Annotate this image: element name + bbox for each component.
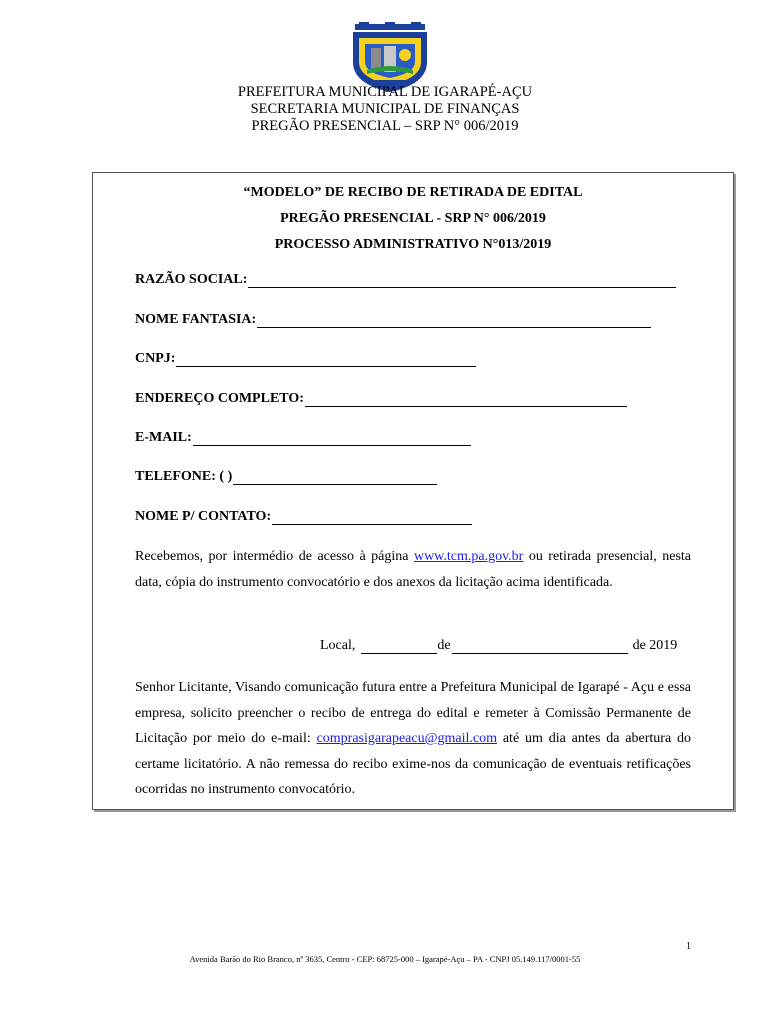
- field-telefone: [135, 469, 437, 485]
- field-email: [135, 430, 471, 446]
- field-telefone-label: TELEFONE: ( ): [135, 469, 233, 484]
- receipt-text-end: ou retirada presencial, nesta data, cópia do instrumento convocatório e dos anexos da licitação acima identificada.: [135, 549, 691, 590]
- field-razao-social: [135, 272, 676, 288]
- field-cnpj: [135, 351, 476, 367]
- field-email-label: E-MAIL:: [135, 430, 192, 445]
- year-label: de 2019: [632, 638, 678, 653]
- receipt-form-frame: [92, 172, 734, 810]
- tcm-website-link[interactable]: www.tcm.pa.gov.br: [413, 549, 524, 564]
- field-endereco-blank[interactable]: [305, 392, 627, 407]
- field-nome-fantasia-label: NOME FANTASIA:: [135, 312, 257, 327]
- header-department: SECRETARIA MUNICIPAL DE FINANÇAS: [250, 101, 520, 117]
- field-contato: [135, 509, 472, 525]
- header-municipality: PREFEITURA MUNICIPAL DE IGARAPÉ-AÇU: [237, 84, 533, 100]
- footer-address: Avenida Barão do Rio Branco, nº 3635, Centro - CEP: 68725-000 – Igarapé-Açu – PA - CNPJ 05.149.117/0001-55: [189, 954, 581, 964]
- form-title: “MODELO” DE RECIBO DE RETIRADA DE EDITAL: [243, 185, 583, 200]
- email-link[interactable]: comprasigarapeacu@gmail.com: [316, 731, 497, 746]
- local-date-line: [320, 638, 677, 654]
- form-subtitle-pregao: PREGÃO PRESENCIAL - SRP N° 006/2019: [280, 211, 546, 226]
- field-razao-social-blank[interactable]: [248, 273, 676, 288]
- notice-text-start: Senhor Licitante, Visando comunicação futura entre a Prefeitura Municipal de Igarapé - Açu e essa empresa, solicito preencher o recibo de entrega do edital e remeter à Comissão Permanente de Licitação por meio do e-mail:: [135, 680, 691, 746]
- receipt-paragraph: [135, 544, 691, 595]
- field-endereco: [135, 391, 627, 407]
- de-label: de: [437, 638, 451, 653]
- field-telefone-blank[interactable]: [233, 470, 437, 485]
- field-cnpj-label: CNPJ:: [135, 351, 176, 366]
- local-label: Local,: [320, 638, 356, 653]
- field-nome-fantasia-blank[interactable]: [257, 313, 651, 328]
- field-email-blank[interactable]: [193, 431, 471, 446]
- month-blank[interactable]: [452, 639, 628, 654]
- local-blank[interactable]: [361, 639, 437, 654]
- field-contato-blank[interactable]: [272, 510, 472, 525]
- receipt-text-start: Recebemos, por intermédio de acesso à página: [135, 549, 414, 564]
- form-subtitle-processo: PROCESSO ADMINISTRATIVO N°013/2019: [274, 237, 552, 252]
- municipal-crest-icon: [349, 22, 431, 92]
- field-cnpj-blank[interactable]: [176, 352, 476, 367]
- header-process: PREGÃO PRESENCIAL – SRP N° 006/2019: [251, 118, 519, 134]
- field-razao-social-label: RAZÃO SOCIAL:: [135, 272, 248, 287]
- document-header: [0, 84, 770, 135]
- field-nome-fantasia: [135, 312, 651, 328]
- notice-paragraph: [135, 675, 691, 803]
- page-number: 1: [686, 941, 691, 952]
- notice-text-end: até um dia antes da abertura do certame licitatório. A não remessa do recibo exime-nos da comunicação de eventuais retificações ocorridas no instrumento convocatório.: [135, 731, 691, 797]
- field-contato-label: NOME P/ CONTATO:: [135, 509, 272, 524]
- field-endereco-label: ENDEREÇO COMPLETO:: [135, 391, 304, 406]
